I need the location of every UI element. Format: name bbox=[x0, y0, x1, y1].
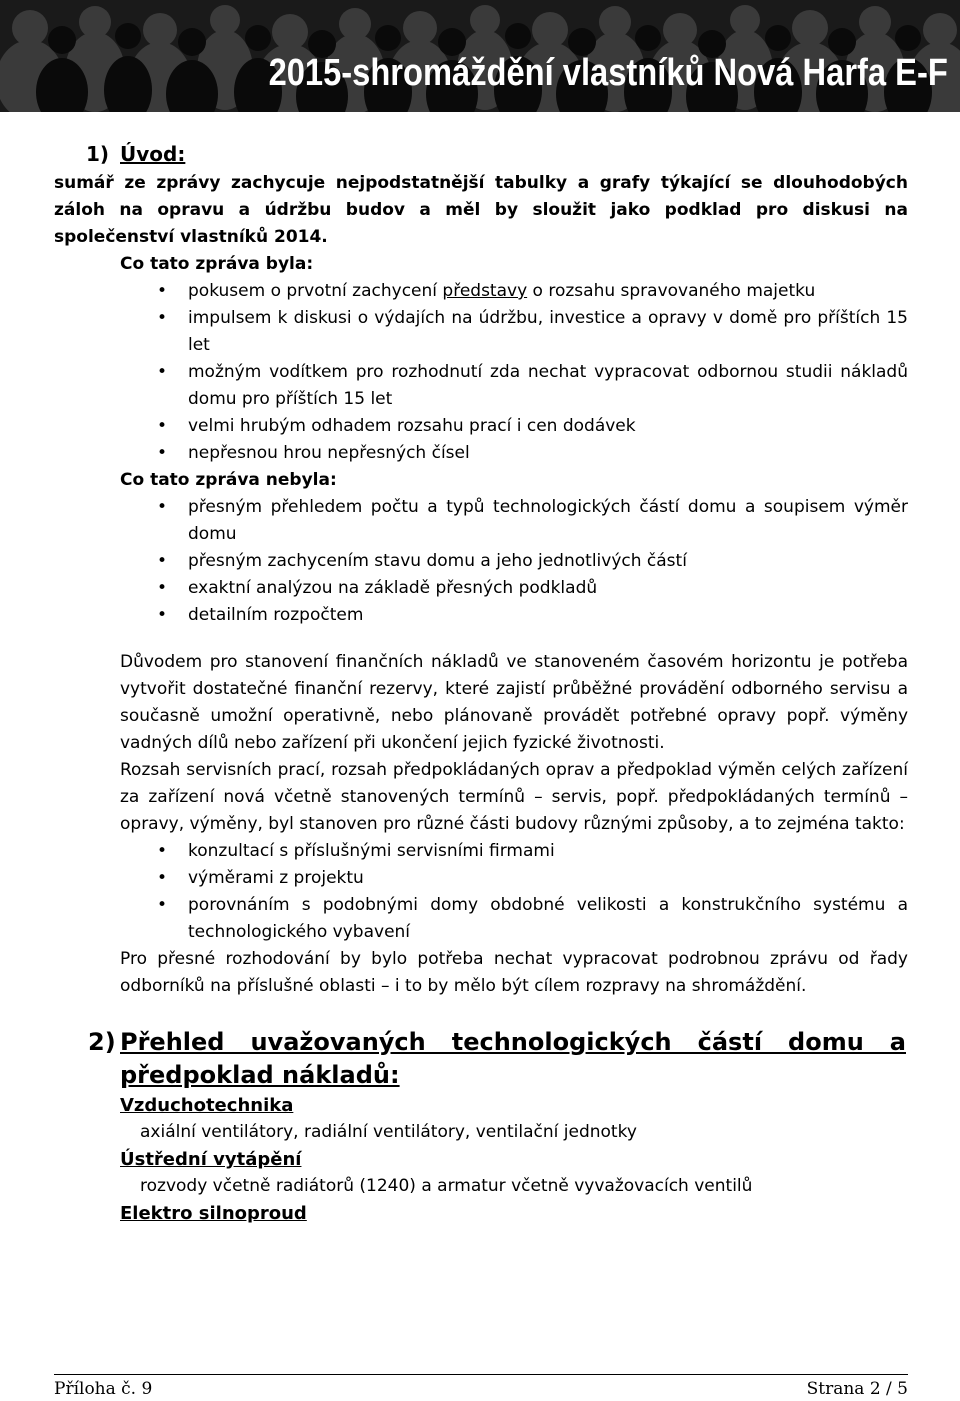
methods-list bbox=[54, 838, 908, 946]
underlined-word: představy bbox=[442, 281, 528, 301]
footer-page-number: Strana 2 / 5 bbox=[806, 1379, 908, 1399]
text-heating: rozvody včetně radiátorů (1240) a armatur včetně vyvažovacích ventilů bbox=[140, 1176, 753, 1196]
list-item: • nepřesnou hrou nepřesných čísel bbox=[188, 440, 908, 467]
list-item: • přesným zachycením stavu domu a jeho jednotlivých částí bbox=[188, 548, 908, 575]
section-1-number: 1) bbox=[86, 142, 110, 166]
section-1-summary: sumář ze zprávy zachycuje nejpodstatnější tabulky a grafy týkající se dlouhodobých záloh na opravu a údržbu budov a měl by sloužit jako podklad pro diskusi na společenství vlastníků 2014. bbox=[54, 173, 908, 247]
section-2-title-line-1: Přehled uvažovaných technologických částí domu a bbox=[120, 1028, 906, 1056]
page-footer bbox=[54, 1374, 908, 1399]
section-1-heading bbox=[54, 138, 908, 170]
list-item: • přesným přehledem počtu a typů technologických částí domu a soupisem výměr domu bbox=[188, 494, 908, 548]
document-body bbox=[54, 138, 908, 1227]
was-not-list bbox=[54, 494, 908, 629]
banner-title: 2015-shromáždění vlastníků Nová Harfa E-F bbox=[268, 52, 948, 94]
list-item: • výměrami z projektu bbox=[188, 865, 908, 892]
section-2-title-line-2: předpoklad nákladů: bbox=[120, 1061, 400, 1089]
list-item: • exaktní analýzou na základě přesných podkladů bbox=[188, 575, 908, 602]
list-item: • pokusem o prvotní zachycení představy o rozsahu spravovaného majetku bbox=[188, 278, 908, 305]
header-banner bbox=[0, 0, 960, 112]
paragraph-decision: Pro přesné rozhodování by bylo potřeba nechat vypracovat podrobnou zprávu od řady odborníků na příslušné oblasti – i to by mělo být cílem rozpravy na shromáždění. bbox=[120, 949, 908, 996]
was-list bbox=[54, 278, 908, 467]
section-2-number: 2) bbox=[88, 1028, 116, 1056]
subheading-ventilation: Vzduchotechnika bbox=[120, 1095, 294, 1116]
subheading-heating: Ústřední vytápění bbox=[120, 1149, 302, 1170]
footer-attachment-label: Příloha č. 9 bbox=[54, 1379, 153, 1399]
section-2-heading bbox=[54, 1026, 908, 1092]
paragraph-reasons: Důvodem pro stanovení finančních nákladů ve stanoveném časovém horizontu je potřeba vytvořit dostatečné finanční rezervy, které zajistí průběžné provádění odborného servisu a současně umožní operativně, nebo plánovaně provádět potřebné opravy popř. výměny vadných dílů nebo zařízení při ukončení jejich fyzické životnosti. bbox=[120, 652, 908, 753]
section-1-title: Úvod: bbox=[120, 142, 186, 166]
list-item: • porovnáním s podobnými domy obdobné velikosti a konstrukčního systému a technologického vybavení bbox=[188, 892, 908, 946]
paragraph-scope: Rozsah servisních prací, rozsah předpokládaných oprav a předpoklad výměn celých zařízení za zařízení nová včetně stanovených termínů – servis, popř. předpokládaných termínů – opravy, výměny, byl stanoven pro různé části budovy různými způsoby, a to zejména takto: bbox=[120, 760, 908, 834]
was-heading: Co tato zpráva byla: bbox=[120, 254, 314, 274]
list-item: • možným vodítkem pro rozhodnutí zda nechat vypracovat odbornou studii nákladů domu pro příštích 15 let bbox=[188, 359, 908, 413]
list-item: • konzultací s příslušnými servisními firmami bbox=[188, 838, 908, 865]
text-ventilation: axiální ventilátory, radiální ventilátory, ventilační jednotky bbox=[140, 1122, 637, 1142]
was-not-heading: Co tato zpráva nebyla: bbox=[120, 470, 337, 490]
subheading-electrical: Elektro silnoproud bbox=[120, 1203, 307, 1224]
list-item: • impulsem k diskusi o výdajích na údržbu, investice a opravy v domě pro příštích 15 let bbox=[188, 305, 908, 359]
list-item: • velmi hrubým odhadem rozsahu prací i cen dodávek bbox=[188, 413, 908, 440]
list-item: • detailním rozpočtem bbox=[188, 602, 908, 629]
